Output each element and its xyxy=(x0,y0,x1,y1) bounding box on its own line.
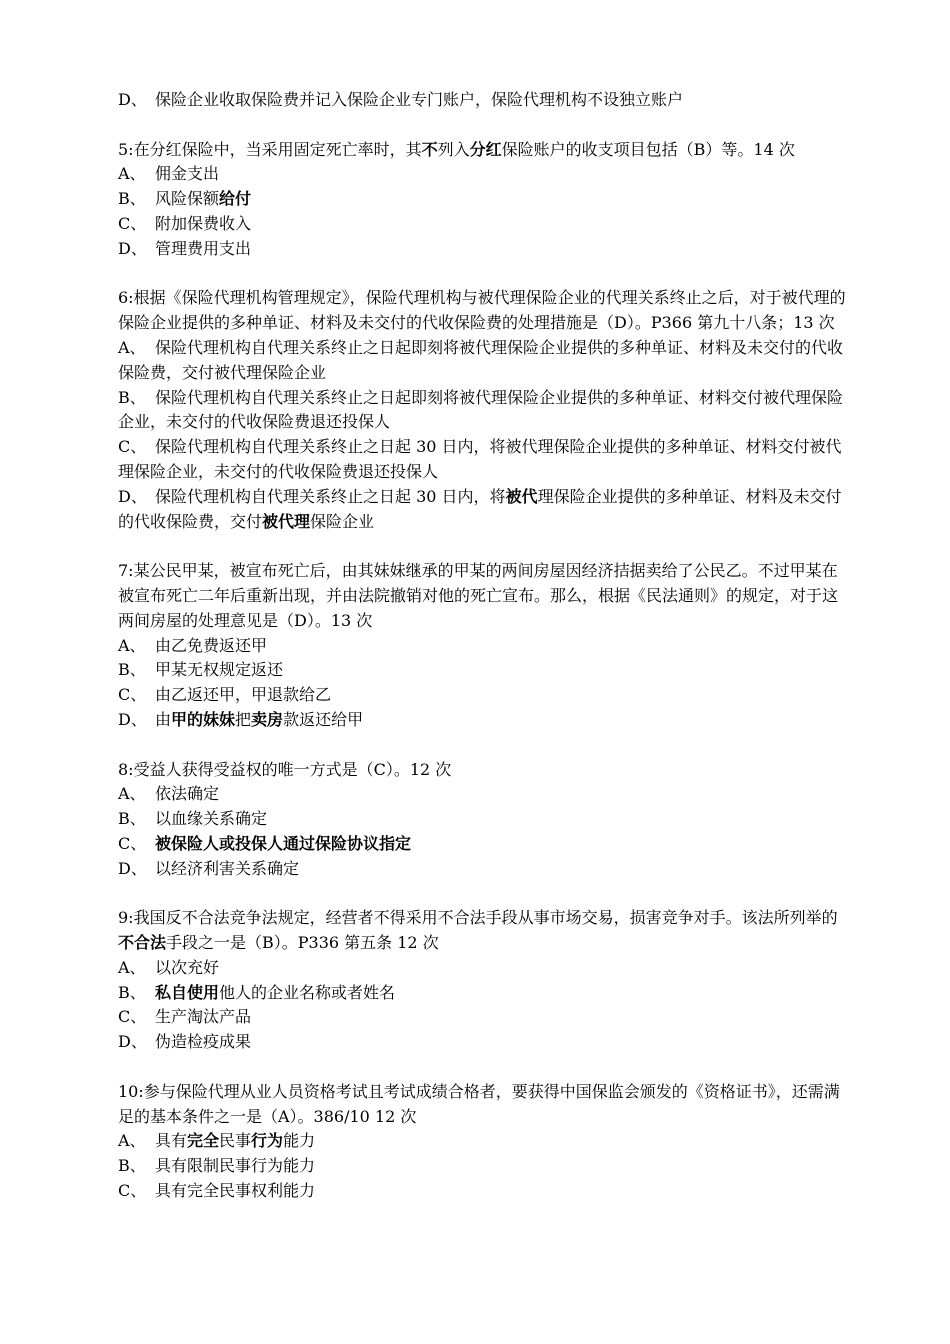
option-letter: D、 xyxy=(118,858,147,878)
text-segment: 保险代理机构自代理关系终止之日起 30 日内，将 xyxy=(155,486,506,506)
option-line xyxy=(118,956,846,981)
option-letter: A、 xyxy=(118,784,146,804)
text-segment: 6:根据《保险代理机构管理规定》，保险代理机构与被代理保险企业的代理关系终止之后，对于被代理的保险企业提供的多种单证、材料及未交付的代收保险费的处理措施是（D）。P366 第九十八条；13 次 xyxy=(118,288,846,333)
text-segment: 生产淘汰产品 xyxy=(155,1007,252,1027)
question-block xyxy=(118,1080,846,1204)
option-letter: C、 xyxy=(118,1181,147,1201)
question-block xyxy=(118,138,846,262)
option-line xyxy=(118,658,846,683)
text-segment: 以次充好 xyxy=(155,957,220,977)
text-segment: 把 xyxy=(235,709,252,729)
option-line xyxy=(118,212,846,237)
option-letter: D、 xyxy=(118,238,147,258)
emphasis-text: 给付 xyxy=(219,189,252,209)
text-segment: 伪造检疫成果 xyxy=(155,1032,252,1052)
option-letter: C、 xyxy=(118,1007,147,1027)
option-line xyxy=(118,807,846,832)
emphasis-text: 被代理 xyxy=(262,511,311,531)
question-block xyxy=(118,906,846,1055)
text-segment: 附加保费收入 xyxy=(155,213,252,233)
text-segment: 以血缘关系确定 xyxy=(155,809,268,829)
option-line xyxy=(118,708,846,733)
option-letter: C、 xyxy=(118,213,147,233)
option-line xyxy=(118,981,846,1006)
emphasis-text: 不合法 xyxy=(118,933,167,953)
option-line xyxy=(118,782,846,807)
text-segment: 保险账户的收支项目包括（B）等。14 次 xyxy=(501,139,795,159)
option-line xyxy=(118,1005,846,1030)
emphasis-text: 甲的妹妹 xyxy=(171,709,236,729)
emphasis-text: 分红 xyxy=(469,139,502,159)
question-stem xyxy=(118,906,846,956)
option-line xyxy=(118,435,846,485)
text-segment: 9:我国反不合法竞争法规定，经营者不得采用不合法手段从事市场交易，损害竞争对手。该法所列举的 xyxy=(118,908,838,928)
text-segment: 7:某公民甲某，被宣布死亡后，由其妹妹继承的甲某的两间房屋因经济拮据卖给了公民乙。不过甲某在被宣布死亡二年后重新出现，并由法院撤销对他的死亡宣布。那么，根据《民法通则》的规定，对于这两间房屋的处理意见是（D）。13 次 xyxy=(118,561,839,630)
text-segment: 保险代理机构自代理关系终止之日起即刻将被代理保险企业提供的多种单证、材料交付被代理保险企业，未交付的代收保险费退还投保人 xyxy=(118,387,844,432)
option-letter: D、 xyxy=(118,90,147,109)
option-letter: A、 xyxy=(118,1131,146,1151)
option-line xyxy=(118,162,846,187)
question-block xyxy=(118,758,846,882)
option-line xyxy=(118,832,846,857)
text-segment: 由乙免费返还甲 xyxy=(155,635,268,655)
option-line xyxy=(118,485,846,535)
option-letter: A、 xyxy=(118,957,146,977)
option-line xyxy=(118,386,846,436)
document-page xyxy=(118,88,846,1204)
option-letter: A、 xyxy=(118,337,146,357)
option-letter: B、 xyxy=(118,809,146,829)
text-segment: 以经济利害关系确定 xyxy=(155,858,300,878)
option-line xyxy=(118,1179,846,1204)
emphasis-text: 卖房 xyxy=(251,709,284,729)
text-segment: 保险代理机构自代理关系终止之日起 30 日内，将被代理保险企业提供的多种单证、材料交付被代理保险企业，未交付的代收保险费退还投保人 xyxy=(118,437,842,481)
text-segment: 款返还给甲 xyxy=(283,709,364,729)
option-line xyxy=(118,88,846,113)
text-segment: 由乙返还甲，甲退款给乙 xyxy=(155,685,332,705)
text-segment: 民事 xyxy=(219,1131,252,1151)
option-line xyxy=(118,634,846,659)
option-letter: B、 xyxy=(118,387,146,407)
emphasis-text: 被保险人或投保人通过保险协议指定 xyxy=(155,833,412,853)
text-segment: 保险企业 xyxy=(310,511,375,531)
text-segment: 理保险企业提供的多种单证、材料及未交付的代收保险费，交付 xyxy=(118,486,842,531)
question-stem xyxy=(118,286,846,336)
option-line xyxy=(118,1154,846,1179)
option-letter: C、 xyxy=(118,437,147,457)
option-line xyxy=(118,857,846,882)
question-stem xyxy=(118,138,846,163)
text-segment: 甲某无权规定返还 xyxy=(155,660,284,680)
option-letter: B、 xyxy=(118,189,146,209)
option-text: 保险企业收取保险费并记入保险企业专门账户，保险代理机构不设独立账户 xyxy=(155,90,684,109)
text-segment: 保险代理机构自代理关系终止之日起即刻将被代理保险企业提供的多种单证、材料及未交付的代收保险费，交付被代理保险企业 xyxy=(118,337,844,382)
option-letter: B、 xyxy=(118,660,146,680)
option-line xyxy=(118,187,846,212)
option-line xyxy=(118,237,846,262)
emphasis-text: 不 xyxy=(421,139,438,159)
emphasis-text: 被代 xyxy=(505,486,538,506)
text-segment: 列入 xyxy=(437,139,470,159)
text-segment: 具有 xyxy=(155,1131,188,1151)
text-segment: 10:参与保险代理从业人员资格考试且考试成绩合格者，要获得中国保监会颁发的《资格证书》，还需满足的基本条件之一是（A）。386/10 12 次 xyxy=(118,1081,840,1126)
question-block xyxy=(118,286,846,534)
option-line xyxy=(118,1129,846,1154)
text-segment: 佣金支出 xyxy=(155,164,220,184)
option-letter: C、 xyxy=(118,685,147,705)
option-letter: C、 xyxy=(118,833,147,853)
text-segment: 具有完全民事权利能力 xyxy=(155,1181,316,1201)
text-segment: 能力 xyxy=(283,1131,316,1151)
emphasis-text: 行为 xyxy=(251,1131,284,1151)
emphasis-text: 完全 xyxy=(187,1131,220,1151)
question-stem xyxy=(118,559,846,633)
option-letter: D、 xyxy=(118,709,147,729)
option-letter: D、 xyxy=(118,1032,147,1052)
text-segment: 8:受益人获得受益权的唯一方式是（C）。12 次 xyxy=(118,759,452,779)
text-segment: 管理费用支出 xyxy=(155,238,252,258)
question-stem xyxy=(118,758,846,783)
text-segment: 5:在分红保险中，当采用固定死亡率时，其 xyxy=(118,139,422,159)
text-segment: 风险保额 xyxy=(155,189,220,209)
text-segment: 依法确定 xyxy=(155,784,220,804)
emphasis-text: 私自使用 xyxy=(155,982,220,1002)
question-stem xyxy=(118,1080,846,1130)
text-segment: 手段之一是（B）。P336 第五条 12 次 xyxy=(166,933,439,953)
option-letter: D、 xyxy=(118,486,147,506)
option-line xyxy=(118,683,846,708)
option-letter: B、 xyxy=(118,1156,146,1176)
question-block xyxy=(118,559,846,733)
option-line xyxy=(118,1030,846,1055)
option-letter: A、 xyxy=(118,635,146,655)
text-segment: 他人的企业名称或者姓名 xyxy=(219,982,396,1002)
text-segment: 由 xyxy=(155,709,172,729)
option-letter: B、 xyxy=(118,982,146,1002)
text-segment: 具有限制民事行为能力 xyxy=(155,1156,316,1176)
option-line xyxy=(118,336,846,386)
option-letter: A、 xyxy=(118,164,146,184)
